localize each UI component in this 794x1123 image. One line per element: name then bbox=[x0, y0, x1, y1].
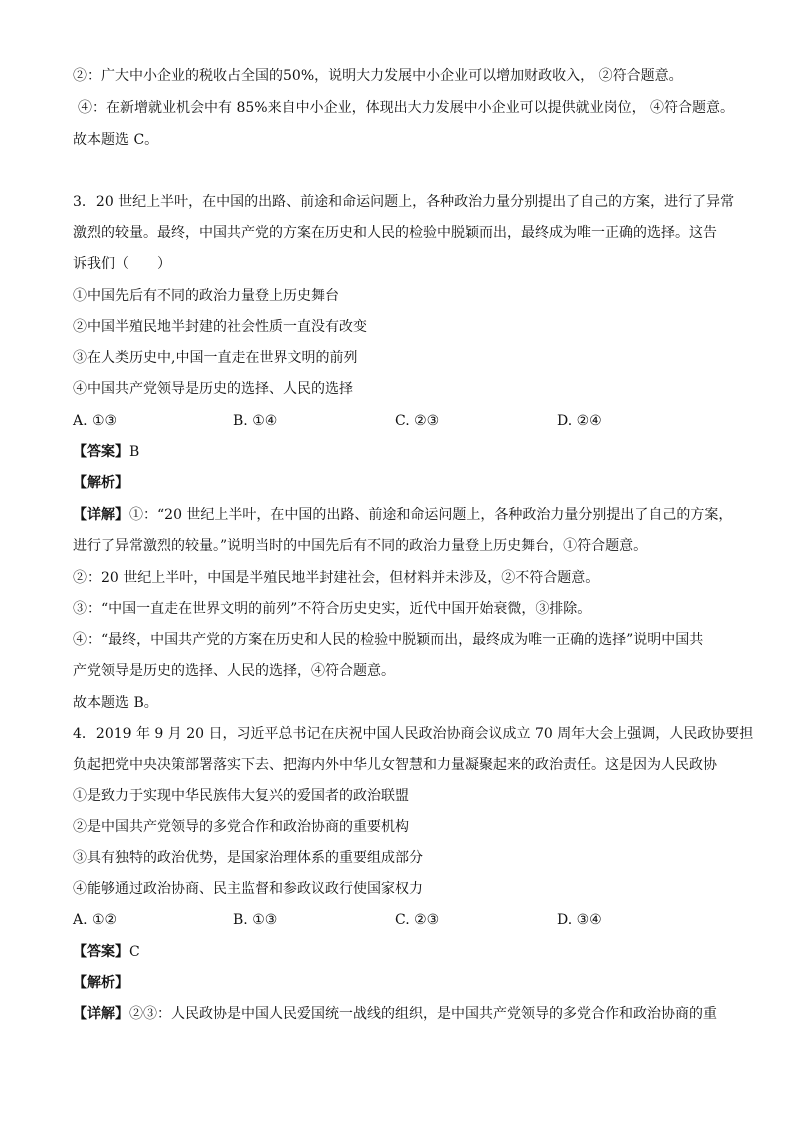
q3-detail-line-3: ②：20 世纪上半叶，中国是半殖民地半封建社会，但材料并未涉及，②不符合题意。 bbox=[73, 570, 600, 586]
q4-item-2: ②是中国共产党领导的多党合作和政治协商的重要机构 bbox=[73, 819, 409, 835]
prev-conclusion: 故本题选 C。 bbox=[73, 132, 159, 148]
q3-stem-line-1: 3．20 世纪上半叶，在中国的出路、前途和命运问题上，各种政治力量分别提出了自己的方案，进行了异常 bbox=[73, 194, 735, 210]
q3-option-b: B. ①④ bbox=[233, 413, 278, 429]
q4-analysis-tag: 【解析】 bbox=[73, 975, 129, 991]
q3-item-2: ②中国半殖民地半封建的社会性质一直没有改变 bbox=[73, 319, 367, 335]
q4-detail-label: 【详解】 bbox=[73, 1006, 129, 1022]
q3-item-4: ④中国共产党领导是历史的选择、人民的选择 bbox=[73, 381, 353, 397]
q3-option-d: D. ②④ bbox=[557, 413, 602, 429]
q4-option-c: C. ②③ bbox=[395, 912, 440, 928]
q3-item-1: ①中国先后有不同的政治力量登上历史舞台 bbox=[73, 288, 339, 304]
q3-answer bbox=[73, 442, 139, 462]
q4-answer-label: 【答案】 bbox=[73, 944, 129, 960]
q3-option-a: A. ①③ bbox=[73, 413, 118, 429]
q4-item-1: ①是致力于实现中华民族伟大复兴的爱国者的政治联盟 bbox=[73, 788, 409, 804]
q3-stem-line-2: 激烈的较量。最终，中国共产党的方案在历史和人民的检验中脱颖而出，最终成为唯一正确的选择。这告 bbox=[73, 225, 717, 241]
q3-detail-text-1: ①：“20 世纪上半叶，在中国的出路、前途和命运问题上，各种政治力量分别提出了自己的方案， bbox=[129, 507, 733, 523]
q3-option-c: C. ②③ bbox=[395, 413, 440, 429]
q4-option-a: A. ①② bbox=[73, 912, 118, 928]
q4-option-d: D. ③④ bbox=[557, 912, 602, 928]
q3-analysis-tag: 【解析】 bbox=[73, 475, 129, 491]
q3-detail-line-5: ④：“最终，中国共产党的方案在历史和人民的检验中脱颖而出，最终成为唯一正确的选择”说明中国共 bbox=[73, 632, 704, 648]
q3-conclusion: 故本题选 B。 bbox=[73, 695, 158, 711]
prev-explanation-2: ②：广大中小企业的税收占全国的50%，说明大力发展中小企业可以增加财政收入， ②符合题意。 bbox=[73, 68, 683, 84]
prev-explanation-4: ④：在新增就业机会中有 85%来自中小企业，体现出大力发展中小企业可以提供就业岗位， ④符合题意。 bbox=[78, 100, 735, 116]
q3-stem-line-3: 诉我们（ ） bbox=[73, 256, 171, 272]
q4-option-b: B. ①③ bbox=[233, 912, 278, 928]
q4-stem-line-1: 4．2019 年 9 月 20 日，习近平总书记在庆祝中国人民政治协商会议成立 70 周年大会上强调，人民政协要担 bbox=[73, 726, 754, 742]
q3-answer-value: B bbox=[129, 444, 140, 460]
q3-detail-label: 【详解】 bbox=[73, 507, 129, 523]
q4-answer-value: C bbox=[129, 944, 140, 960]
q3-detail-line-2: 进行了异常激烈的较量。”说明当时的中国先后有不同的政治力量登上历史舞台，①符合题意。 bbox=[73, 538, 648, 554]
q3-answer-label: 【答案】 bbox=[73, 444, 129, 460]
q3-detail-line-1 bbox=[73, 505, 732, 525]
q4-item-4: ④能够通过政治协商、民主监督和参政议政行使国家权力 bbox=[73, 881, 423, 897]
q4-item-3: ③具有独特的政治优势，是国家治理体系的重要组成部分 bbox=[73, 850, 423, 866]
q4-answer bbox=[73, 942, 140, 962]
q4-detail-line-1 bbox=[73, 1004, 717, 1024]
q3-detail-line-6: 产党领导是历史的选择、人民的选择，④符合题意。 bbox=[73, 663, 395, 679]
q4-analysis-label bbox=[73, 973, 129, 993]
q3-analysis-label bbox=[73, 473, 129, 493]
q3-detail-line-4: ③：“中国一直走在世界文明的前列”不符合历史史实，近代中国开始衰微，③排除。 bbox=[73, 601, 592, 617]
q3-item-3: ③在人类历史中,中国一直走在世界文明的前列 bbox=[73, 350, 358, 366]
q4-detail-text-1: ②③：人民政协是中国人民爱国统一战线的组织，是中国共产党领导的多党合作和政治协商的重 bbox=[129, 1006, 717, 1022]
q4-stem-line-2: 负起把党中央决策部署落实下去、把海内外中华儿女智慧和力量凝聚起来的政治责任。这是因为人民政协 bbox=[73, 757, 717, 773]
